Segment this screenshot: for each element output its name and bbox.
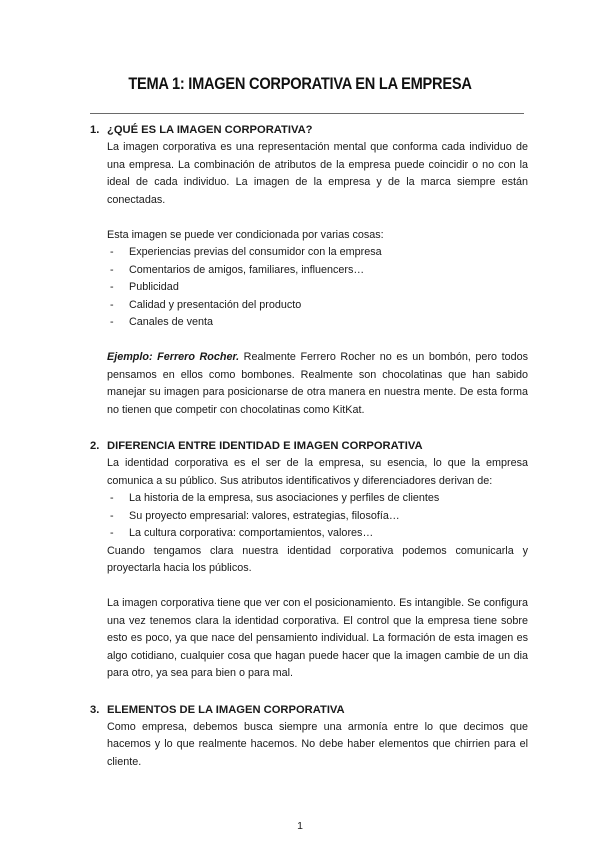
list-item-text: Publicidad bbox=[129, 281, 179, 293]
example-text: Realmente Ferrero Rocher no es un bombón, pero todos pensamos en ellos como bombones. Realmente son chocolatinas que han sabido manejar su imagen para posicionarse de otra manera en nuestra mente. De esta forma no tienen que competir con chocolatinas como KitKat. bbox=[107, 351, 529, 416]
list-item bbox=[107, 244, 528, 262]
dash-marker: - bbox=[110, 316, 114, 328]
example-label: Ejemplo: Ferrero Rocher. bbox=[107, 351, 240, 363]
section-title: ELEMENTOS DE LA IMAGEN CORPORATIVA bbox=[107, 703, 345, 716]
dash-marker: - bbox=[110, 509, 114, 522]
list-item-text: Comentarios de amigos, familiares, influencers… bbox=[129, 263, 365, 276]
section-body bbox=[90, 719, 528, 772]
list-item-text: Experiencias previas del consumidor con la empresa bbox=[129, 246, 382, 258]
document-body bbox=[90, 121, 528, 771]
list-item-text: Canales de venta bbox=[129, 316, 214, 328]
dash-marker: - bbox=[110, 246, 114, 258]
paragraph: La identidad corporativa es el ser de la empresa, su esencia, lo que la empresa comunica a su público. Sus atributos identificativos y diferenciadores derivan de: bbox=[107, 457, 528, 487]
paragraph: La imagen corporativa tiene que ver con el posicionamiento. Es intangible. Se configura una vez tenemos clara la identidad corporativa. El control que la empresa tiene sobre esto es poco, ya que nace del pensamiento individual. La formación de esta imagen es algo cotidiano, cualquier cosa que hagan puede hacer que la imagen cambie de un dia para otro, ya sea para bien o para mal. bbox=[107, 597, 528, 679]
document-title: TEMA 1: IMAGEN CORPORATIVA EN LA EMPRESA bbox=[128, 74, 472, 93]
section-title: DIFERENCIA ENTRE IDENTIDAD E IMAGEN CORPORATIVA bbox=[107, 440, 423, 452]
list-item bbox=[107, 297, 528, 315]
list-item-text: La historia de la empresa, sus asociaciones y perfiles de clientes bbox=[129, 492, 440, 504]
section-body bbox=[90, 455, 528, 683]
list-item bbox=[107, 262, 528, 280]
example-paragraph bbox=[107, 349, 528, 419]
dash-marker: - bbox=[110, 492, 114, 504]
list-item bbox=[107, 490, 528, 508]
list-item bbox=[107, 279, 528, 297]
list-item bbox=[107, 525, 528, 543]
section-title: ¿QUÉ ES LA IMAGEN CORPORATIVA? bbox=[107, 124, 313, 136]
section-1 bbox=[90, 121, 528, 419]
section-heading bbox=[90, 701, 528, 719]
paragraph: La imagen corporativa es una representación mental que conforma cada individuo de una empresa. La combinación de atributos de la empresa puede coincidir o no con la ideal de cada individuo. La imagen de la empresa y de la marca siempre están conectadas. bbox=[107, 141, 528, 206]
paragraph: Como empresa, debemos busca siempre una armonía entre lo que decimos que hacemos y lo que realmente hacemos. No debe haber elementos que chirrien para el cliente. bbox=[107, 720, 528, 768]
section-number: 1. bbox=[90, 124, 100, 136]
dash-marker: - bbox=[110, 281, 114, 293]
page-number: 1 bbox=[297, 820, 303, 832]
list-item bbox=[107, 314, 528, 332]
section-body bbox=[90, 139, 528, 419]
section-2 bbox=[90, 437, 528, 683]
section-heading bbox=[90, 121, 528, 139]
section-number: 2. bbox=[90, 440, 100, 452]
bullet-list bbox=[107, 244, 528, 332]
list-item-text: La cultura corporativa: comportamientos, valores… bbox=[129, 527, 374, 539]
bullet-list bbox=[107, 490, 528, 543]
list-item bbox=[107, 508, 528, 526]
title-divider bbox=[90, 113, 524, 114]
paragraph: Cuando tengamos clara nuestra identidad corporativa podemos comunicarla y proyectarla hacia los públicos. bbox=[107, 544, 528, 574]
dash-marker: - bbox=[110, 263, 114, 276]
list-item-text: Su proyecto empresarial: valores, estrategias, filosofía… bbox=[129, 509, 400, 522]
paragraph: Esta imagen se puede ver condicionada por varias cosas: bbox=[107, 228, 384, 241]
dash-marker: - bbox=[110, 298, 114, 311]
section-3 bbox=[90, 701, 528, 772]
dash-marker: - bbox=[110, 527, 114, 539]
section-number: 3. bbox=[90, 703, 100, 716]
list-item-text: Calidad y presentación del producto bbox=[129, 298, 302, 311]
section-heading bbox=[90, 437, 528, 455]
